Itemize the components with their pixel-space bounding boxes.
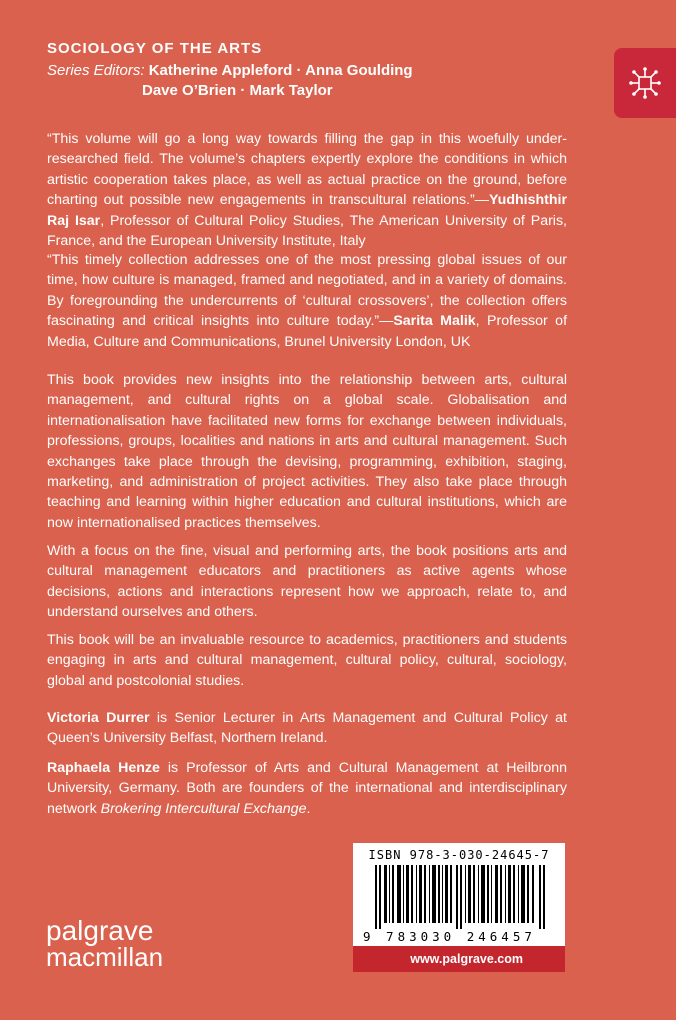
palgrave-logo-badge — [614, 48, 676, 118]
publisher-logo — [46, 915, 164, 972]
bio-2-network: Brokering Intercultural Exchange — [100, 800, 307, 817]
bio-1-name: Victoria Durrer — [47, 710, 150, 726]
quote-2-affiliation: , Professor of Media, Culture and Communications, Brunel University London, UK — [47, 313, 568, 350]
quote-2-text: “This timely collection addresses one of the most pressing global issues of our time, how culture is managed, framed and negotiated, and in a variety of domains. By foregrounding the undercurrents of ‘cultural crossovers’, the collection offers fascinating and critical insights into culture today.”— — [47, 252, 567, 330]
isbn-barcode — [353, 843, 565, 946]
series-title: SOCIOLOGY OF THE ARTS — [47, 40, 263, 57]
series-editors-line1: Katherine Appleford · Anna Goulding — [148, 62, 413, 79]
quote-1-affiliation: , Professor of Cultural Policy Studies, The American University of Paris, France, and the European University Institute, Italy — [47, 212, 567, 250]
bio-1-text: is Senior Lecturer in Arts Management and Cultural Policy at Queen’s University Belfast, Northern Ireland. — [47, 710, 567, 747]
isbn-label: ISBN 978-3-030-24645-7 — [368, 848, 550, 862]
bio-2-name: Raphaela Henze — [47, 760, 160, 776]
endorsement-quote-1 — [47, 129, 567, 251]
author-bio-2 — [47, 758, 567, 819]
publisher-url[interactable]: www.palgrave.com — [353, 946, 565, 972]
author-bio-1 — [47, 708, 567, 749]
quote-1-author: Yudhishthir Raj Isar — [47, 192, 567, 229]
isbn-digits: 9 783030 246457 — [363, 929, 536, 944]
bio-2-text: is Professor of Arts and Cultural Management at Heilbronn University, Germany. Both are founders of the international and interdisciplinary network — [47, 760, 568, 817]
endorsement-quote-2 — [47, 250, 567, 352]
quote-1-text: “This volume will go a long way towards filling the gap in this woefully under-researched field. The volume’s chapters expertly explore the conditions in which artistic cooperation takes place, as well as actual practice on the ground, before charting out possible new engagements in transcultural relations.”— — [47, 131, 567, 209]
bio-2-end: . — [306, 800, 311, 817]
quote-2-author: Sarita Malik — [393, 313, 476, 330]
series-editors-label: Series Editors: — [47, 62, 145, 79]
series-editors-line2: Dave O’Brien · Mark Taylor — [142, 82, 333, 99]
description-paragraph-3: This book will be an invaluable resource to academics, practitioners and students engaging in arts and cultural management, cultural policy, cultural, sociology, global and postcolonial studies. — [47, 632, 567, 689]
description-paragraph-2: With a focus on the fine, visual and performing arts, the book positions arts and cultural management educators and practitioners as active agents whose decisions, actions and interactions represent how we approach, relate to, and understand ourselves and others. — [47, 543, 567, 621]
description-paragraph-1: This book provides new insights into the relationship between arts, cultural management, and cultural rights on a global scale. Globalisation and internationalisation have facilitated new forms for exchange between individuals, professions, groups, localities and nations in arts and cultural management. Such exchanges take place through the devising, programming, exhibition, staging, marketing, and administration of project activities. They also take place through teaching and learning within higher education and cultural institutions, which are now internationalised practices themselves. — [47, 372, 567, 531]
series-editors — [47, 61, 413, 101]
barcode-bars — [375, 865, 545, 929]
publisher-line1: palgrave — [46, 915, 154, 946]
publisher-line2: macmillan — [46, 942, 164, 972]
palgrave-star-icon — [629, 67, 661, 99]
